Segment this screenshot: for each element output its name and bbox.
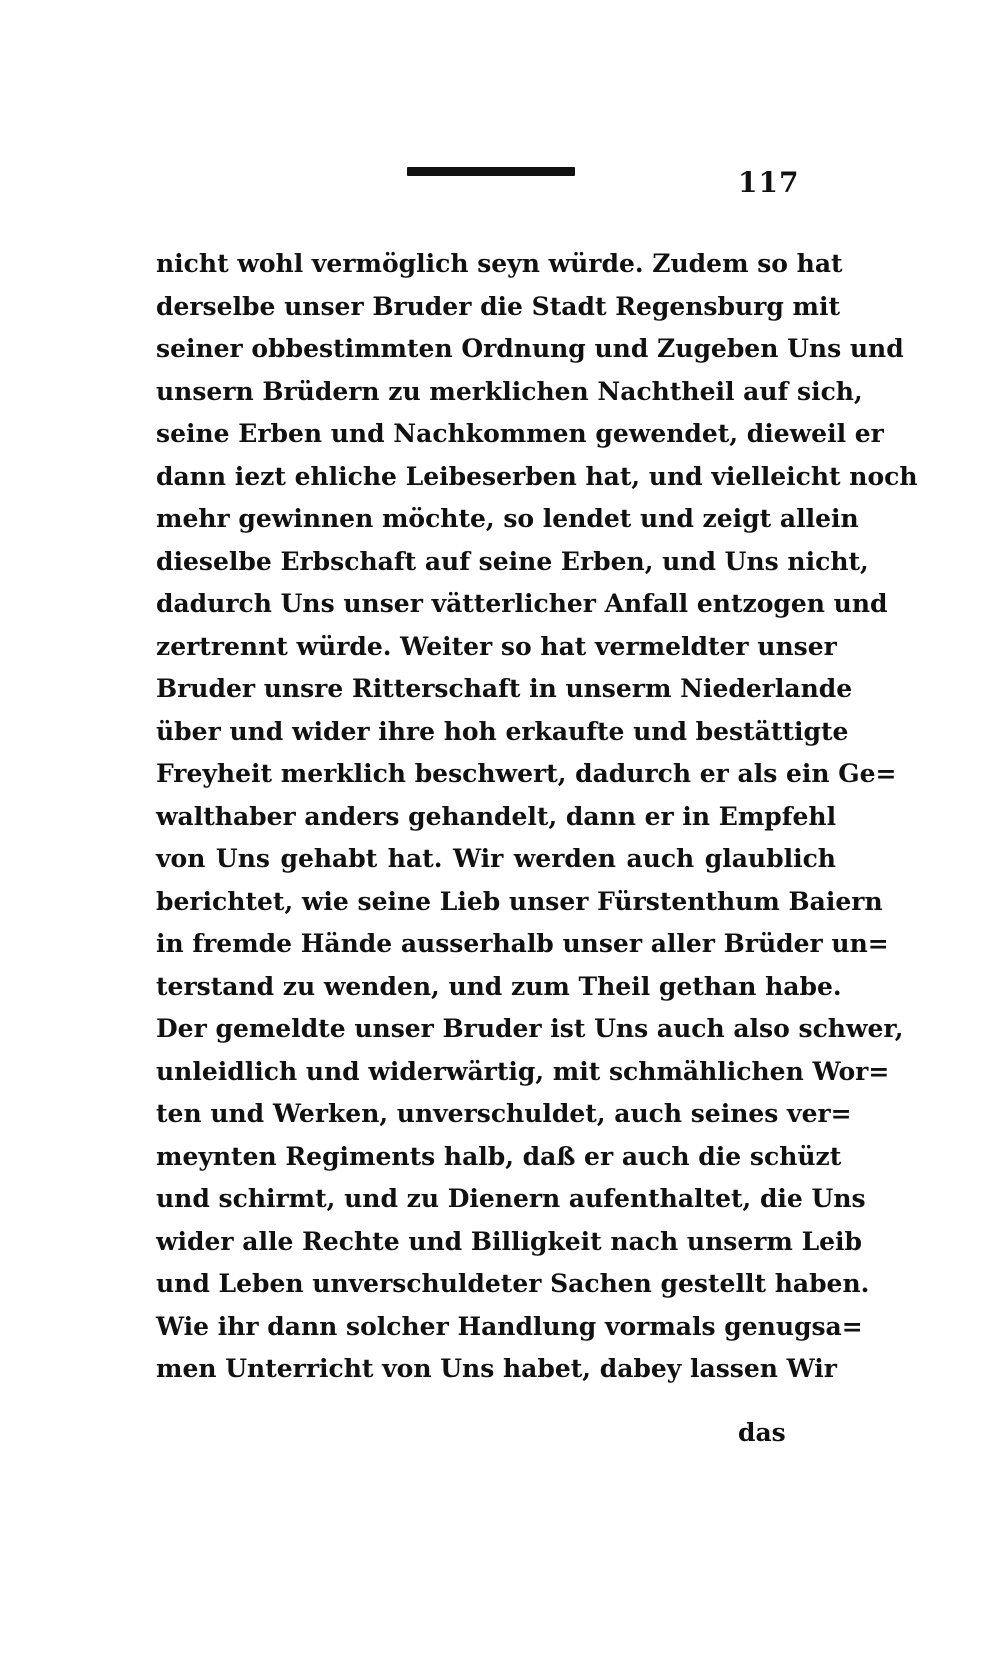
text-line: seine Erben und Nachkommen gewendet, dieweil er xyxy=(156,419,884,448)
text-line: über und wider ihre hoh erkaufte und bestättigte xyxy=(156,716,849,746)
text-line: dieselbe Erbschaft auf seine Erben, und Uns nicht, xyxy=(156,546,869,576)
text-line: meynten Regiments halb, daß er auch die schüzt xyxy=(156,1141,842,1171)
text-line: mehr gewinnen möchte, so lendet und zeigt allein xyxy=(156,504,859,533)
text-line: walthaber anders gehandelt, dann er in Empfehl xyxy=(156,801,837,831)
text-line: Wie ihr dann solcher Handlung vormals genugsa= xyxy=(156,1311,863,1341)
text-line: Bruder unsre Ritterschaft in unserm Niederlande xyxy=(156,674,853,703)
text-line: von Uns gehabt hat. Wir werden auch glaublich xyxy=(156,844,836,873)
text-line: wider alle Rechte und Billigkeit nach unserm Leib xyxy=(156,1226,863,1256)
text-line: Der gemeldte unser Bruder ist Uns auch also schwer, xyxy=(156,1014,904,1043)
body-text xyxy=(156,243,918,1391)
text-line: dann iezt ehliche Leibeserben hat, und vielleicht noch xyxy=(156,461,918,491)
catchword: das xyxy=(738,1418,786,1447)
text-line: seiner obbestimmten Ordnung und Zugeben Uns und xyxy=(156,334,904,363)
text-line: terstand zu wenden, und zum Theil gethan habe. xyxy=(156,971,842,1001)
text-line: ten und Werken, unverschuldet, auch seines ver= xyxy=(156,1099,852,1128)
text-line: dadurch Uns unser vätterlicher Anfall entzogen und xyxy=(156,589,888,618)
text-line: Freyheit merklich beschwert, dadurch er als ein Ge= xyxy=(156,759,897,788)
text-line: derselbe unser Bruder die Stadt Regensburg mit xyxy=(156,291,841,321)
text-line: berichtet, wie seine Lieb unser Fürstenthum Baiern xyxy=(156,886,883,916)
text-line: und Leben unverschuldeter Sachen gestellt haben. xyxy=(156,1269,870,1298)
text-line: in fremde Hände ausserhalb unser aller Brüder un= xyxy=(156,929,889,958)
text-line: men Unterricht von Uns habet, dabey lassen Wir xyxy=(156,1354,837,1383)
text-line: nicht wohl vermöglich seyn würde. Zudem so hat xyxy=(156,249,843,278)
header-rule xyxy=(407,167,575,176)
text-line: unleidlich und widerwärtig, mit schmählichen Wor= xyxy=(156,1056,890,1086)
text-line: und schirmt, und zu Dienern aufenthaltet, die Uns xyxy=(156,1184,866,1213)
text-line: unsern Brüdern zu merklichen Nachtheil auf sich, xyxy=(156,376,863,406)
page-number: 117 xyxy=(738,166,800,199)
text-line: zertrennt würde. Weiter so hat vermeldter unser xyxy=(156,631,837,661)
